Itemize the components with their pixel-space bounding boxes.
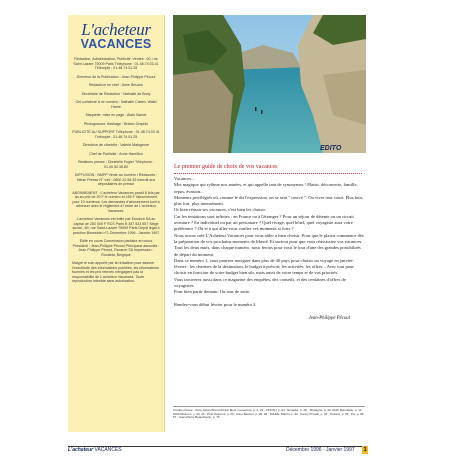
credit-layout: Maquette, mise en page : Alain Samet xyxy=(85,113,147,117)
headline-rule xyxy=(174,173,362,174)
editorial-paragraph: Vous trouverez aussi dans ce magazine des enquêtes, des conseils, et des centaines d'offres de voyagistes. xyxy=(174,276,346,289)
credit-client-director: Directrice de clientèle : Valérie Malagrune xyxy=(82,143,150,147)
editorial xyxy=(174,164,364,321)
credit-publisher: L'acheteur Vacances est édité par Escaron SA au capital de 250 000 F RCS Paris B 387 523 657 Siège social : 60, rue Saint-Lazare 75009 Paris Dépôt légal à parution Bimestriel n°1 Décembre 1996 - Janvier 1997 xyxy=(72,217,160,235)
credit-press-relations: Relations presse : Christelle Fugier Téléphone : 01.40.50.36.80 xyxy=(78,160,154,169)
editorial-paragraph: Moments privilégiés où, comme le dit l'expression, on se sent " ravivé ". Ou vivre tout court. Plus loin, plus fort, plus intensément. xyxy=(174,194,363,207)
edito-tag: EDITO xyxy=(320,145,342,152)
photo-credits: Crédits photos : Vivre Johan Brezord/Club Med, couverture, p. 3, 23 : OFFITH, p. 24 : Ecuador, p. 28, : Bretagne, p. 14; DIAF Bourdeille, p. 14 ; DIAF/Moirenc, p. 20, 21 ; Pete Delpons, p. 24 ; Anne Beuzen, p. 26, 28 ; DIAF/E. Martin, p. 30 ; Fanny Pirrault, p. 44 ; Océans, p. 59 ; Pix, p. 66, 67 ; Jean-Pierre Beauchamp, p. 76. xyxy=(173,408,365,420)
editorial-paragraph: Vacances... xyxy=(174,176,195,181)
editorial-paragraph: Rendez-vous début février pour le numéro 2. xyxy=(174,301,257,307)
credit-editorial-address: Rédaction, Administration, Publicité, Ventes : 60, rue Saint Lazare 75009 Paris Téléphone : 01.48.74.03.41 Télécopie : 01.48.74.01.25 xyxy=(73,57,159,70)
credit-copy-editor: Secrétaire de Rédaction : Nathalie de Bony xyxy=(81,91,151,96)
editorial-paragraph: Pour bien partir demain. Ou tout de suite. xyxy=(174,289,251,295)
credit-editor-in-chief: Rédactrice en chef : Anne Beuzen xyxy=(88,83,144,87)
editorial-signature: Jean-Philippe Pécoul xyxy=(308,315,350,321)
editorial-paragraph: Dans ce numéro 1, vous pourrez naviguer dans plus de 40 pays pour choisir un voyage en janvier-février : les charmes de la destination, le budget à prévoir, les activités, les offres... Avec tout pour choisir en fonction de votre budget bien sûr, mais aussi de votre temps et de vos priorités. xyxy=(174,257,355,276)
masthead-credits xyxy=(68,51,164,284)
page-number: 1 xyxy=(363,447,367,453)
editorial-headline: Le premier guide de choix de vos vacances xyxy=(174,164,278,170)
footer-title xyxy=(68,447,122,453)
editorial-paragraph: Or bien réussir ses vacances, c'est bien les choisir. xyxy=(174,207,266,213)
editorial-paragraph: Tous les deux mois, dans chaque numéro, nous ferons pour vous le tour d'une des grandes possibilités de départ du moment. xyxy=(174,245,361,257)
logo-top-text: L'acheteur xyxy=(81,20,151,39)
footer-title-suffix: VACANCES xyxy=(94,447,122,453)
footer-date: Décembre 1996 - Janvier 1997 xyxy=(286,447,355,453)
editorial-body xyxy=(174,176,364,308)
logo-bottom-text: VACANCES xyxy=(80,37,152,51)
credit-printing: Édité en cours Commission paritaire en cours Président : Jean-Philippe Pécoul Principaux associés : Jean-Philippe Pécoul, Escaron SA Impression : Roularta, Belgique xyxy=(72,239,160,257)
editorial-paragraph: Nous avons créé L'Acheteur Vacances pour vous aider à bien choisir. Pour que le plaisir commence dès la préparation de vos prochains moments de liberté. Et surtout pour que vous réussissiez vos vacances. xyxy=(174,232,364,244)
magazine-logo xyxy=(68,15,164,51)
credit-photogravure: Photogravure, flashage : Bridon-Graphic xyxy=(83,121,149,126)
footer-title-prefix: L'acheteur xyxy=(68,447,94,453)
credit-subscription: ABONNEMENT : L'acheteur Vacances paraît 6 fois par an au prix de 29 F le numéro et 169 F l'abonnement pour 10 numéros. Les demandes d'abonnement sont à adresser avec le règlement à l'ordre de L'acheteur Vacances. xyxy=(72,190,160,213)
editorial-paragraph: Car les tentations sont infinies : en France ou à l'étranger ? Pour un séjour de détente ou un circuit aventure ? En individuel ou par un prestataire ? Quel rivage, quel hôtel, quel voyagiste aura votre préférence ? Où et à qui aller-vous confier ces moments si forts ? xyxy=(174,213,354,232)
credit-distribution: DIFFUSION : NMPP Vente au numéro / Réassorts : Hélan Presse N° vert : 0800 22 66 33 Interdit aux dépositaires de presse xyxy=(74,173,158,186)
credit-publication-director: Directeur de la Publication : Jean-Philippe Pécoul xyxy=(76,74,156,79)
credit-ad-manager: Chef de Publicité : Anne Hamilton xyxy=(89,151,143,156)
credit-disclaimer: Malgré le soin apporté par la rédaction pour assurer l'exactitude des informations publiées, les informations fournies et les prix relevés n'engagent pas la responsabilité de L'acheteur Vacances. Toute reproduction interdite sans autorisation. xyxy=(72,261,159,283)
cove-photo xyxy=(173,15,366,153)
credit-advertising: PUBLICITÉ AU SUPPORT Téléphone : 01.48.74.03.41 Télécopie : 01.48.74.01.25 xyxy=(72,130,160,139)
editorial-paragraph: Mot magique qui rythme nos années, et qui appelle tant de synonymes ! Plaisir, découverte, famille, repos, évasion... xyxy=(174,182,358,194)
credit-contributors: Ont collaboré à ce numéro : Nathalie Caben, Walid Harrie xyxy=(75,100,157,109)
photo-credits-rule xyxy=(173,406,365,407)
masthead-column xyxy=(68,15,165,432)
